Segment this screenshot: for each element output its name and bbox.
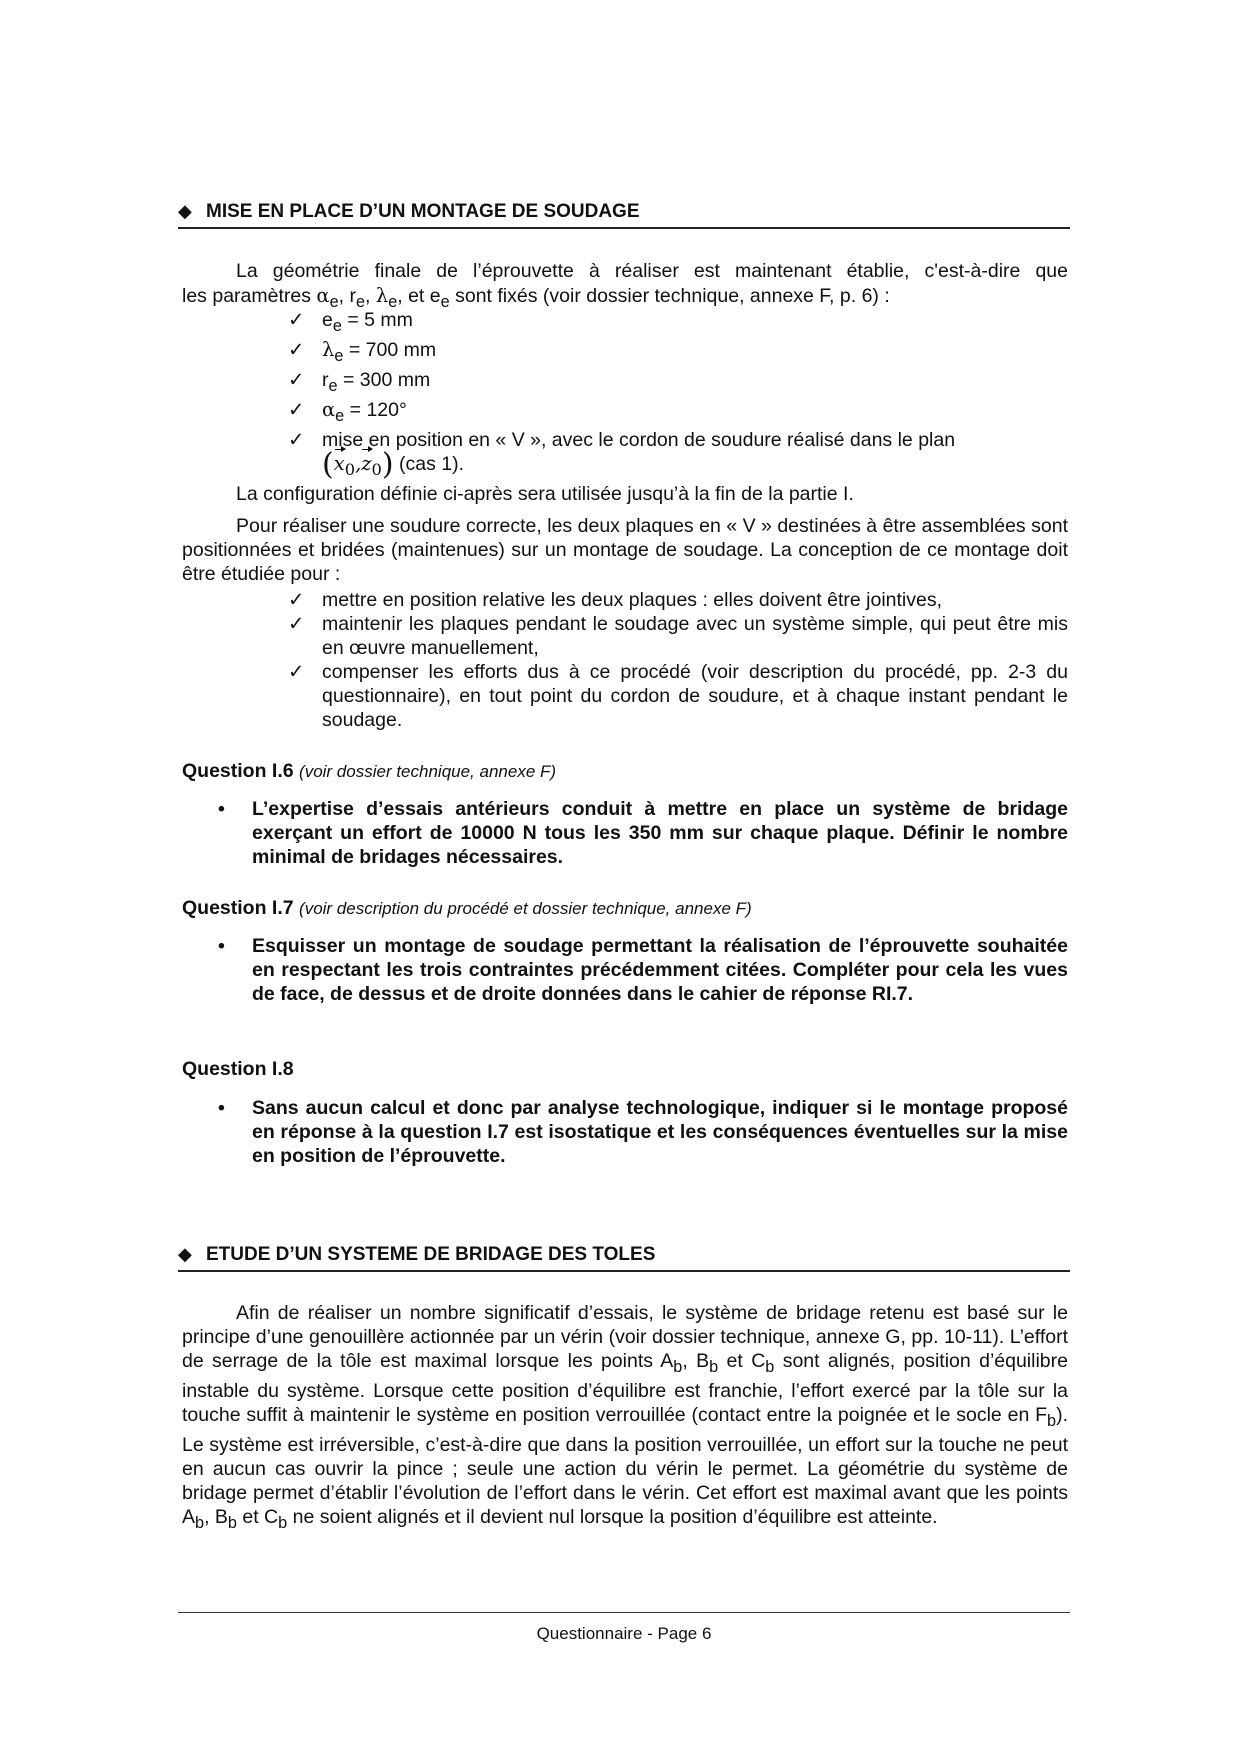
question-text: • Sans aucun calcul et donc par analyse technologique, indiquer si le montage proposé en réponse à la question I.7 est isostatique et les conséquences éventuelles sur la mise en position de l’éprouvette.: [218, 1097, 1068, 1167]
question-text: • Esquisser un montage de soudage permettant la réalisation de l’éprouvette souhaitée en respectant les trois contraintes précédemment citées. Compléter pour cela les vues de face, de dessus et de droite données dans le cahier de réponse RI.7.: [218, 935, 1068, 1005]
diamond-bullet-icon: ◆: [178, 1244, 192, 1264]
bullet-icon: •: [218, 1097, 225, 1119]
list-item: ✓ mise en position en « V », avec le cordon de soudure réalisé dans le plan $(x_0,z_0)$ (cas 1).: [288, 428, 956, 482]
requirements-list: [288, 588, 1068, 732]
question-text: • L’expertise d’essais antérieurs conduit à mettre en place un système de bridage exerçant un effort de 10000 N tous les 350 mm sur chaque plaque. Définir le nombre minimal de bridages nécessaires.: [218, 798, 1068, 868]
list-item: ✓ $r_e = 300$ mm: [288, 368, 431, 395]
page-footer: Questionnaire - Page 6: [536, 1624, 712, 1643]
list-item: ✓ compenser les efforts dus à ce procédé (voir description du procédé, pp. 2-3 du questionnaire), en tout point du cordon de soudure, et à chaque instant pendant le soudage.: [288, 661, 1068, 731]
list-item: ✓ maintenir les plaques pendant le soudage avec un système simple, qui peut être mis en œuvre manuellement,: [288, 613, 1068, 659]
list-item: ✓ mettre en position relative les deux plaques : elles doivent être jointives,: [288, 589, 943, 611]
check-icon: ✓: [288, 368, 305, 391]
check-icon: ✓: [288, 398, 305, 421]
footer-rule: [178, 1612, 1070, 1613]
list-item: ✓ $e_e = 5$ mm: [288, 309, 413, 335]
diamond-bullet-icon: ◆: [178, 201, 192, 221]
section-title: MISE EN PLACE D’UN MONTAGE DE SOUDAGE: [206, 201, 640, 222]
bullet-icon: •: [218, 935, 225, 957]
bullet-icon: •: [218, 798, 225, 820]
parameter-list: [288, 308, 1068, 481]
list-item: ✓ $\lambda_e = 700$ mm: [288, 337, 437, 365]
plane-formula: $(x_0,z_0)$: [322, 446, 394, 482]
paragraph-bridage: Afin de réaliser un nombre significatif d’essais, le système de bridage retenu est basé sur le principe d’une genouillère actionnée par un vérin (voir dossier technique, annexe G, pp. 10-11). L’effort de serrage de la tôle est maximal lorsque les points $A_b$, $B_b$ et $C_b$ sont alignés, position d’équilibre instable du système. Lorsque cette position d’équilibre est franchie, l’effort exercé par la tôle sur la touche suffit à maintenir le système en position verrouillée (contact entre la poignée et le socle en $F_b$). Le système est irréversible, c’est-à-dire que dans la position verrouillée, un effort sur la touche ne peut en aucun cas ouvrir la pince ; seule une action du vérin le permet. La géométrie du système de bridage permet d’établir l’évolution de l’effort dans le vérin. Cet effort est maximal avant que les points $A_b$, $B_b$ et $C_b$ ne soient alignés et il devient nul lorsque la position d’équilibre est atteinte.: [182, 1302, 1068, 1532]
question-heading: Question I.8: [182, 1058, 294, 1080]
config-line: La configuration définie ci-après sera utilisée jusqu’à la fin de la partie I.: [236, 483, 854, 505]
check-icon: ✓: [288, 338, 305, 361]
section-heading-montage: [178, 201, 1070, 229]
check-icon: ✓: [288, 309, 305, 331]
section-title: ETUDE D’UN SYSTEME DE BRIDAGE DES TOLES: [206, 1244, 656, 1265]
intro-line-2: les paramètres $\alpha_e$, $r_e$, $\lambda_e$, et $e_e$ sont fixés (voir dossier technique, annexe F, p. 6) :: [182, 284, 890, 311]
check-icon: ✓: [288, 589, 305, 611]
question-heading: Question I.7 (voir description du procédé et dossier technique, annexe F): [182, 897, 752, 919]
question-heading: Question I.6 (voir dossier technique, annexe F): [182, 760, 557, 782]
check-icon: ✓: [288, 613, 305, 635]
paragraph-montage: Pour réaliser une soudure correcte, les deux plaques en « V » destinées à être assemblées sont positionnées et bridées (maintenues) sur un montage de soudage. La conception de ce montage doit être étudiée pour :: [182, 515, 1068, 585]
section-heading-bridage: [178, 1244, 1070, 1272]
list-item: ✓ $\alpha_e = 120^\circ$: [288, 397, 407, 425]
check-icon: ✓: [288, 661, 305, 683]
intro-line-1: La géométrie finale de l’éprouvette à réaliser est maintenant établie, c'est-à-dire que: [236, 260, 1068, 282]
check-icon: ✓: [288, 428, 305, 451]
